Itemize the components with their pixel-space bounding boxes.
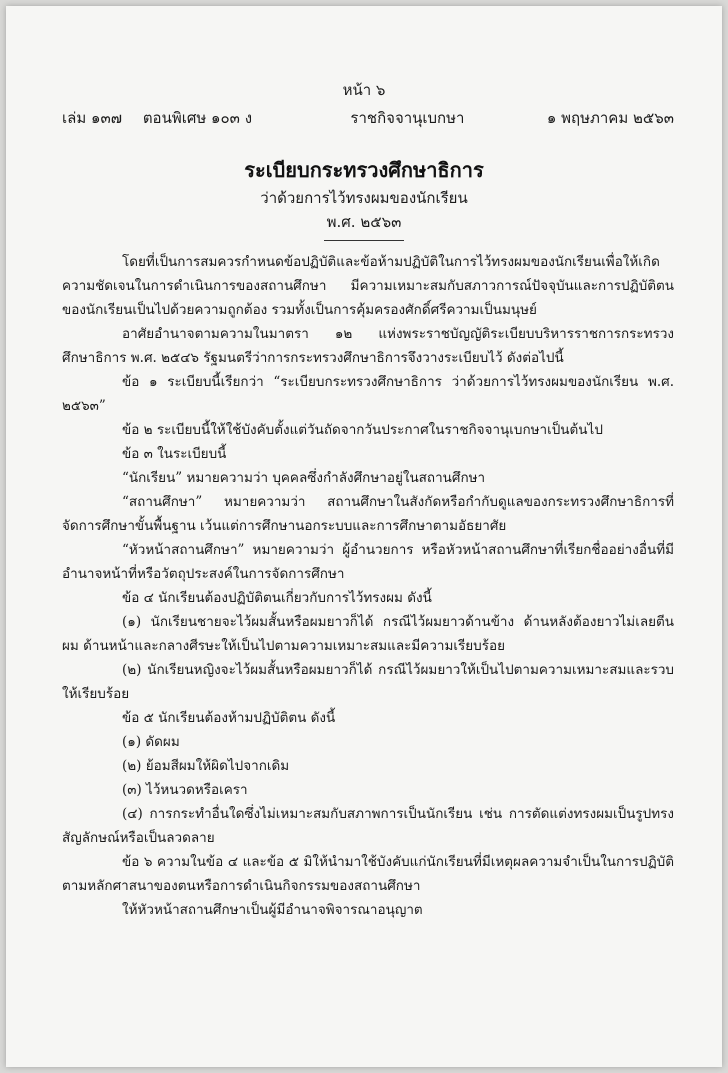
document-year: พ.ศ. ๒๕๖๓ xyxy=(326,213,402,231)
gazette-name: ราชกิจจานุเบกษา xyxy=(350,109,465,127)
definition-school-head: “หัวหน้าสถานศึกษา” หมายความว่า ผู้อำนวยการ หรือหัวหน้าสถานศึกษาที่เรียกชื่ออย่างอื่นที่มีอำนาจหน้าที่หรือวัตถุประสงค์ในการจัดการศึกษา xyxy=(62,542,674,582)
clause-4-item-1: (๑) นักเรียนชายจะไว้ผมสั้นหรือผมยาวก็ได้ กรณีไว้ผมยาวด้านข้าง ด้านหลังต้องยาวไม่เลยตีนผม ด้านหน้าและกลางศีรษะให้เป็นไปตามความเหมาะสมและมีความเรียบร้อย xyxy=(62,614,674,654)
authority-paragraph: อาศัยอำนาจตามความในมาตรา ๑๒ แห่งพระราชบัญญัติระเบียบบริหารราชการกระทรวงศึกษาธิการ พ.ศ. ๒๕๔๖ รัฐมนตรีว่าการกระทรวงศึกษาธิการจึงวางระเบียบไว้ ดังต่อไปนี้ xyxy=(62,326,674,366)
clause-5-item-2: (๒) ย้อมสีผมให้ผิดไปจากเดิม xyxy=(122,758,290,774)
clause-4: ข้อ ๔ นักเรียนต้องปฏิบัติตนเกี่ยวกับการไว้ทรงผม ดังนี้ xyxy=(122,590,432,606)
clause-4-item-2: (๒) นักเรียนหญิงจะไว้ผมสั้นหรือผมยาวก็ได้ กรณีไว้ผมยาวให้เป็นไปตามความเหมาะสมและรวบให้เรียบร้อย xyxy=(62,662,674,702)
clause-5: ข้อ ๕ นักเรียนต้องห้ามปฏิบัติตน ดังนี้ xyxy=(122,710,336,726)
clause-3: ข้อ ๓ ในระเบียบนี้ xyxy=(122,446,227,462)
clause-5-item-1: (๑) ดัดผม xyxy=(122,734,180,750)
document-subtitle: ว่าด้วยการไว้ทรงผมของนักเรียน xyxy=(260,189,468,207)
section-number: ตอนพิเศษ ๑๐๓ ง xyxy=(142,109,253,127)
gazette-header xyxy=(62,106,674,130)
clause-5-item-3: (๓) ไว้หนวดหรือเครา xyxy=(122,782,248,798)
title-divider xyxy=(324,240,404,241)
document-body xyxy=(62,250,674,922)
preamble-paragraph: โดยที่เป็นการสมควรกำหนดข้อปฏิบัติและข้อห้ามปฏิบัติในการไว้ทรงผมของนักเรียนเพื่อให้เกิดความชัดเจนในการดำเนินการของสถานศึกษา มีความเหมาะสมกับสภาวการณ์ปัจจุบันและการปฏิบัติตนของนักเรียนเป็นไปด้วยความถูกต้อง รวมทั้งเป็นการคุ้มครองศักดิ์ศรีความเป็นมนุษย์ xyxy=(62,254,674,318)
clause-6-authority: ให้หัวหน้าสถานศึกษาเป็นผู้มีอำนาจพิจารณาอนุญาต xyxy=(122,902,423,918)
definition-school: “สถานศึกษา” หมายความว่า สถานศึกษาในสังกัดหรือกำกับดูแลของกระทรวงศึกษาธิการที่จัดการศึกษาขั้นพื้นฐาน เว้นแต่การศึกษานอกระบบและการศึกษาตามอัธยาศัย xyxy=(62,494,674,534)
clause-1: ข้อ ๑ ระเบียบนี้เรียกว่า “ระเบียบกระทรวงศึกษาธิการ ว่าด้วยการไว้ทรงผมของนักเรียน พ.ศ. ๒๕๖๓” xyxy=(62,374,674,414)
definition-student: “นักเรียน” หมายความว่า บุคคลซึ่งกำลังศึกษาอยู่ในสถานศึกษา xyxy=(122,470,486,486)
document-title: ระเบียบกระทรวงศึกษาธิการ xyxy=(244,158,484,182)
clause-6: ข้อ ๖ ความในข้อ ๔ และข้อ ๕ มิให้นำมาใช้บังคับแก่นักเรียนที่มีเหตุผลความจำเป็นในการปฏิบัติตามหลักศาสนาของตนหรือการดำเนินกิจกรรมของสถานศึกษา xyxy=(62,854,674,894)
volume-number: เล่ม ๑๓๗ xyxy=(62,109,123,127)
page-number: หน้า ๖ xyxy=(342,81,386,99)
publication-date: ๑ พฤษภาคม ๒๕๖๓ xyxy=(546,109,674,127)
clause-5-item-4: (๔) การกระทำอื่นใดซึ่งไม่เหมาะสมกับสภาพการเป็นนักเรียน เช่น การตัดแต่งทรงผมเป็นรูปทรงสัญลักษณ์หรือเป็นลวดลาย xyxy=(62,806,674,846)
clause-2: ข้อ ๒ ระเบียบนี้ให้ใช้บังคับตั้งแต่วันถัดจากวันประกาศในราชกิจจานุเบกษาเป็นต้นไป xyxy=(122,422,603,438)
gazette-issue xyxy=(62,106,268,130)
document-page xyxy=(6,6,722,1067)
